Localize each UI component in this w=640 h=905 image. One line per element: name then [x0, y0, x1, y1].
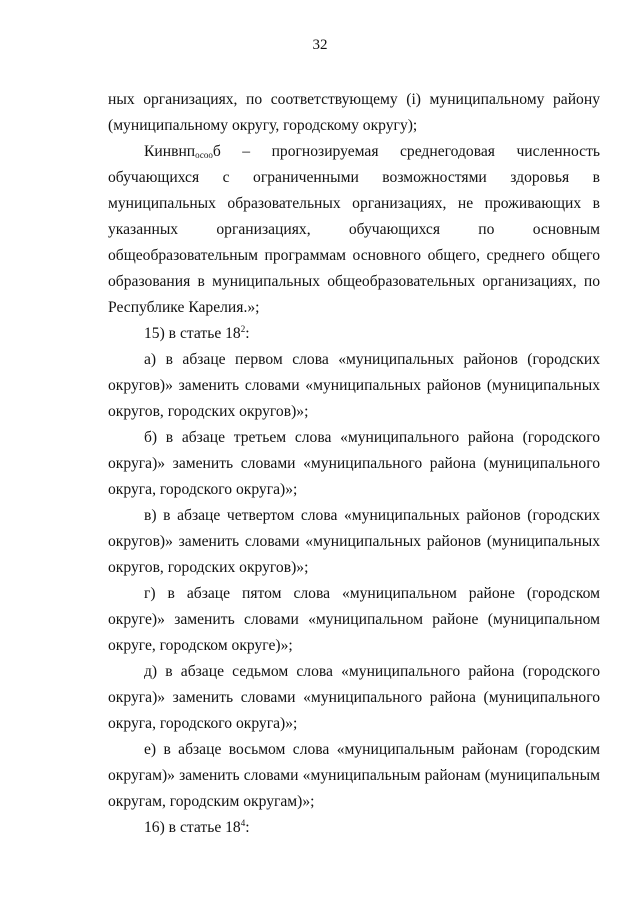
paragraph-text: г) в абзаце пятом слова «муниципальном районе (городском округе)» заменить словами «муниципальном районе (муниципальном округе, городском округе)»; [108, 585, 600, 654]
paragraph-text: ных организациях, по соответствующему (i) муниципальному району (муниципальному округу, городскому округу); [108, 91, 600, 134]
paragraph-text: 16) в статье 18 [144, 819, 241, 836]
formula-symbol: Кинвнп [144, 143, 196, 160]
superscript: 2 [240, 324, 246, 334]
paragraph-subitem-e [108, 737, 600, 815]
page-number: 32 [312, 37, 328, 53]
document-body [108, 87, 600, 841]
paragraph-text: а) в абзаце первом слова «муниципальных районов (городских округов)» заменить словами «муниципальных районов (муниципальных округов, городских округов)»; [108, 351, 600, 420]
paragraph-item-16 [108, 815, 600, 841]
paragraph-tail: : [245, 325, 250, 342]
formula-subscript: осоо [195, 150, 213, 160]
paragraph-continuation [108, 87, 600, 139]
paragraph-subitem-b [108, 425, 600, 503]
paragraph-subitem-a [108, 347, 600, 425]
paragraph-item-15 [108, 321, 600, 347]
paragraph-text: 15) в статье 18 [144, 325, 241, 342]
paragraph-subitem-d [108, 659, 600, 737]
paragraph-text: д) в абзаце седьмом слова «муниципального района (городского округа)» заменить словами «муниципального района (муниципального округа, городского округа)»; [108, 663, 600, 732]
paragraph-text: е) в абзаце восьмом слова «муниципальным районам (городским округам)» заменить словами «муниципальным районам (муниципальным округам, городским округам)»; [108, 741, 600, 810]
formula-symbol-tail: б [212, 143, 221, 160]
paragraph-text: б) в абзаце третьем слова «муниципального района (городского округа)» заменить словами «муниципального района (муниципального округа, городского округа)»; [108, 429, 600, 498]
paragraph-subitem-v [108, 503, 600, 581]
paragraph-subitem-g [108, 581, 600, 659]
superscript: 4 [240, 818, 246, 828]
paragraph-tail: : [245, 819, 250, 836]
paragraph-definition [108, 139, 600, 321]
paragraph-text: – прогнозируемая среднегодовая численность обучающихся с ограниченными возможностями здоровья в муниципальных образовательных организациях, не проживающих в указанных организациях, обучающихся по основным общеобразовательным программам основного общего, среднего общего образования в муниципальных общеобразовательных организациях, по Республике Карелия.»; [108, 143, 600, 316]
paragraph-text: в) в абзаце четвертом слова «муниципальных районов (городских округов)» заменить словами «муниципальных районов (муниципальных округов, городских округов)»; [108, 507, 600, 576]
